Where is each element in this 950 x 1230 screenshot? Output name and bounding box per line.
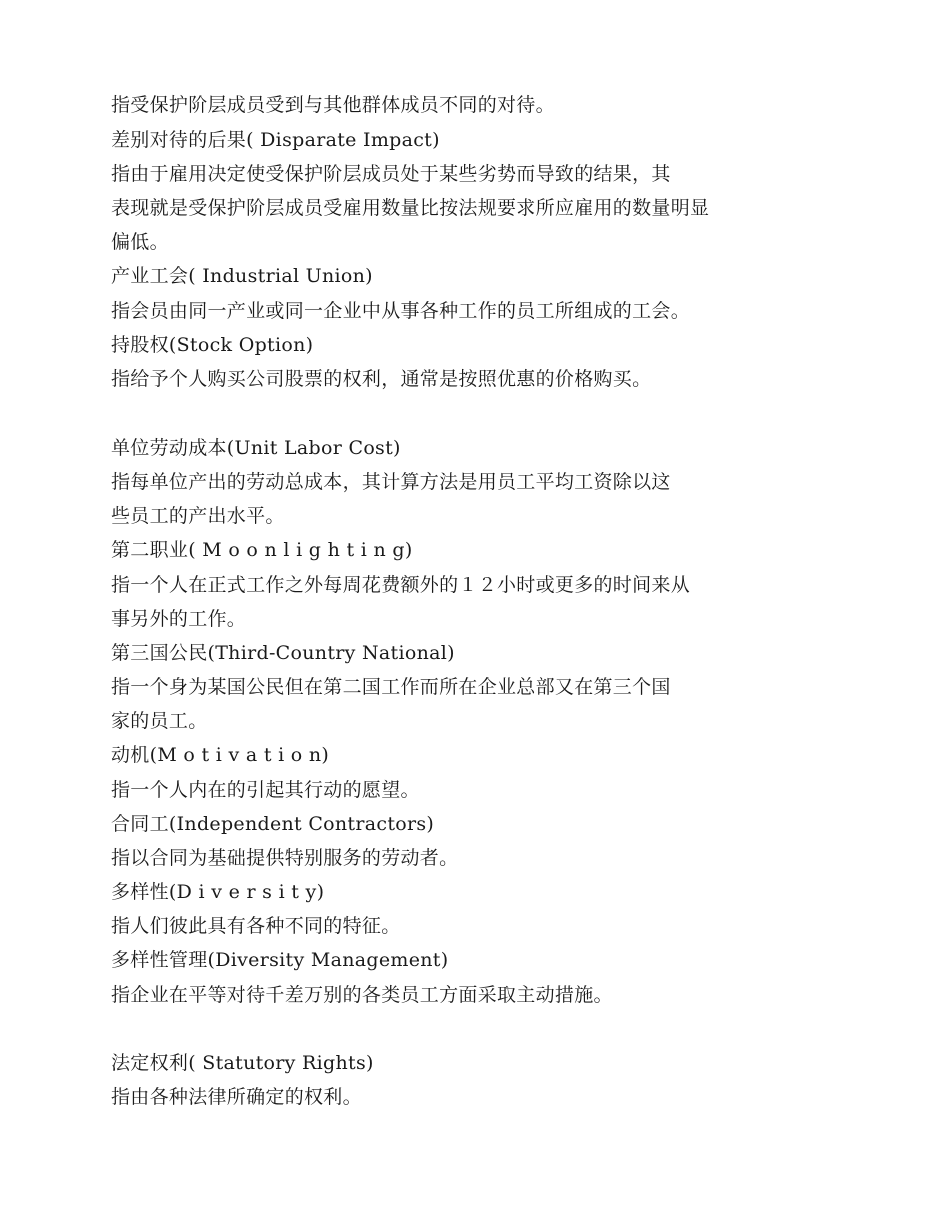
term-heading: 单位劳动成本(Unit Labor Cost) — [111, 437, 401, 459]
definition-text: 指会员由同一产业或同一企业中从事各种工作的员工所组成的工会。 — [111, 300, 691, 322]
term-heading: 法定权利( Statutory Rights) — [111, 1052, 374, 1074]
term-heading: 持股权(Stock Option) — [111, 334, 314, 356]
definition-text: 指一个身为某国公民但在第二国工作而所在企业总部又在第三个国 — [111, 676, 671, 698]
definition-text: 指给予个人购买公司股票的权利，通常是按照优惠的价格购买。 — [111, 368, 652, 390]
term-heading: 差别对待的后果( Disparate Impact) — [111, 129, 440, 151]
definition-text: 指由于雇用决定使受保护阶层成员处于某些劣势而导致的结果，其 — [111, 163, 671, 185]
definition-text: 偏低。 — [111, 231, 169, 253]
definition-text: 指人们彼此具有各种不同的特征。 — [111, 915, 401, 937]
term-heading: 合同工(Independent Contractors) — [111, 813, 435, 835]
definition-text: 指一个人在正式工作之外每周花费额外的１２小时或更多的时间来从 — [111, 574, 691, 596]
definition-text: 指以合同为基础提供特别服务的劳动者。 — [111, 847, 459, 869]
term-heading: 多样性管理(Diversity Management) — [111, 949, 449, 971]
term-heading: 产业工会( Industrial Union) — [111, 265, 373, 287]
definition-text: 指企业在平等对待千差万别的各类员工方面采取主动措施。 — [111, 984, 613, 1006]
definition-text: 些员工的产出水平。 — [111, 505, 285, 527]
definition-text: 表现就是受保护阶层成员受雇用数量比按法规要求所应雇用的数量明显 — [111, 197, 710, 219]
definition-text: 指受保护阶层成员受到与其他群体成员不同的对待。 — [111, 94, 555, 116]
term-heading: 多样性(D i v e r s i t y) — [111, 881, 325, 903]
definition-text: 指由各种法律所确定的权利。 — [111, 1086, 362, 1108]
definition-text: 家的员工。 — [111, 710, 208, 732]
term-heading: 第二职业( M o o n l i g h t i n g) — [111, 539, 413, 561]
term-heading: 第三国公民(Third-Country National) — [111, 642, 455, 664]
definition-text: 指一个人内在的引起其行动的愿望。 — [111, 779, 420, 801]
definition-text: 事另外的工作。 — [111, 608, 247, 630]
term-heading: 动机(M o t i v a t i o n) — [111, 744, 330, 766]
definition-text: 指每单位产出的劳动总成本，其计算方法是用员工平均工资除以这 — [111, 471, 671, 493]
